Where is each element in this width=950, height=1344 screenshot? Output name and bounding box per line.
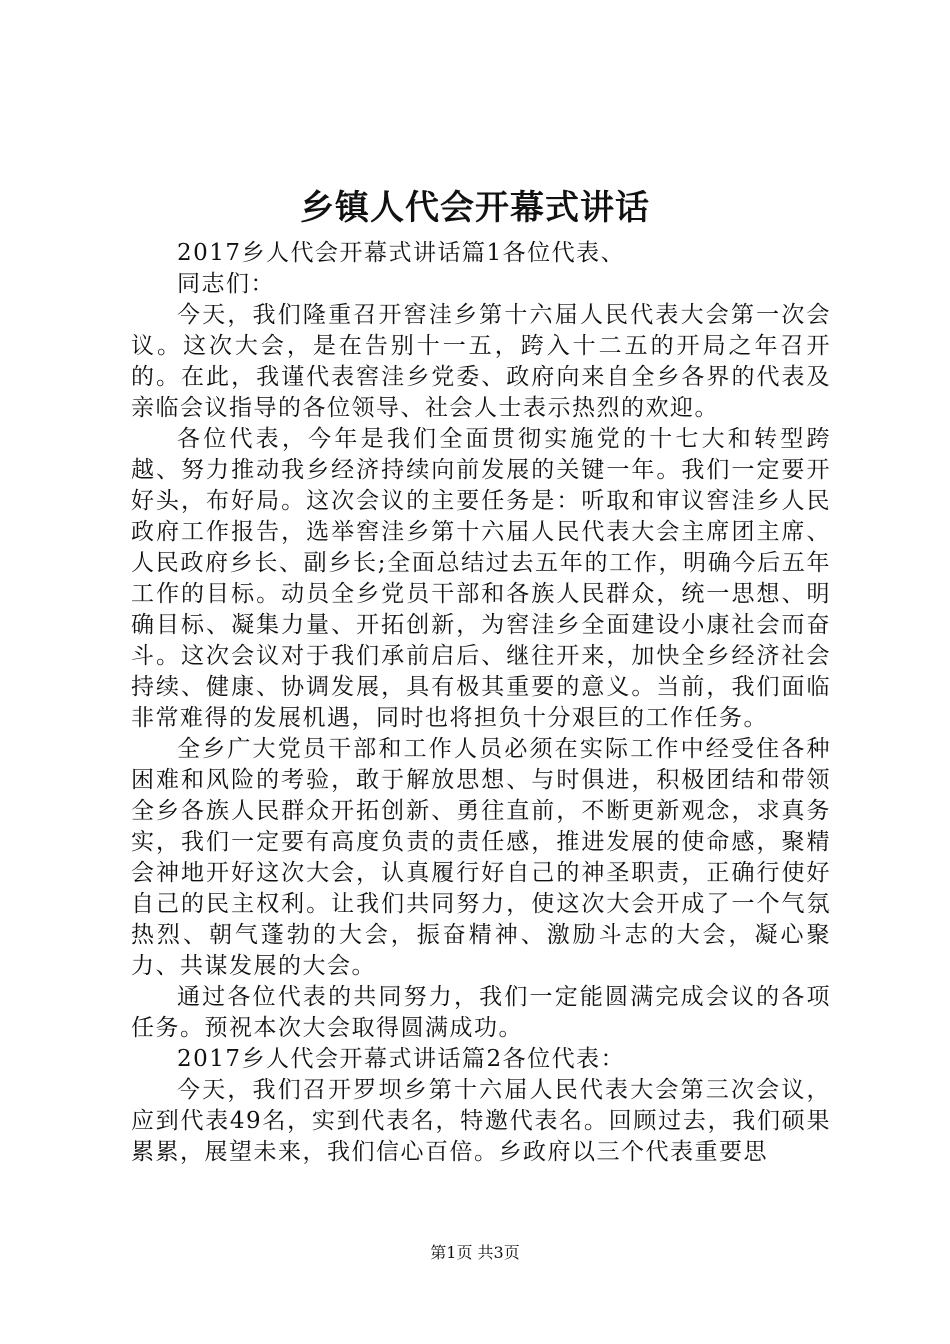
paragraph: 今天，我们召开罗坝乡第十六届人民代表大会第三次会议，应到代表49名，实到代表名，特邀代表名。回顾过去，我们硕果累累，展望未来，我们信心百倍。乡政府以三个代表重要思 bbox=[131, 1077, 831, 1165]
paragraph: 2017乡人代会开幕式讲话篇2各位代表： bbox=[177, 1046, 626, 1072]
paragraph: 同志们： bbox=[177, 271, 275, 297]
document-title: 乡镇人代会开幕式讲话 bbox=[300, 188, 650, 228]
paragraph: 今天，我们隆重召开窖洼乡第十六届人民代表大会第一次会议。这次大会，是在告别十一五，跨入十二五的开局之年召开的。在此，我谨代表窖洼乡党委、政府向来自全乡各界的代表及亲临会议指导的各位领导、社会人士表示热烈的欢迎。 bbox=[131, 302, 831, 421]
document-body bbox=[131, 238, 831, 1168]
paragraph: 全乡广大党员干部和工作人员必须在实际工作中经受住各种困难和风险的考验，敢于解放思想、与时俱进，积极团结和带领全乡各族人民群众开拓创新、勇往直前，不断更新观念，求真务实，我们一定要有高度负责的责任感，推进发展的使命感，聚精会神地开好这次大会，认真履行好自己的神圣职责，正确行使好自己的民主权利。让我们共同努力，使这次大会开成了一个气氛热烈、朝气蓬勃的大会，振奋精神、激励斗志的大会，凝心聚力、共谋发展的大会。 bbox=[131, 736, 831, 979]
paragraph: 通过各位代表的共同努力，我们一定能圆满完成会议的各项任务。预祝本次大会取得圆满成功。 bbox=[131, 984, 831, 1041]
paragraph: 2017乡人代会开幕式讲话篇1各位代表、 bbox=[177, 240, 626, 266]
paragraph: 各位代表，今年是我们全面贯彻实施党的十七大和转型跨越、努力推动我乡经济持续向前发展的关键一年。我们一定要开好头，布好局。这次会议的主要任务是：听取和审议窖洼乡人民政府工作报告，选举窖洼乡第十六届人民代表大会主席团主席、人民政府乡长、副乡长;全面总结过去五年的工作，明确今后五年工作的目标。动员全乡党员干部和各族人民群众，统一思想、明确目标、凝集力量、开拓创新，为窖洼乡全面建设小康社会而奋斗。这次会议对于我们承前启后、继往开来，加快全乡经济社会持续、健康、协调发展，具有极其重要的意义。当前，我们面临非常难得的发展机遇，同时也将担负十分艰巨的工作任务。 bbox=[131, 426, 831, 731]
page-footer: 第1页 共3页 bbox=[430, 1243, 520, 1262]
